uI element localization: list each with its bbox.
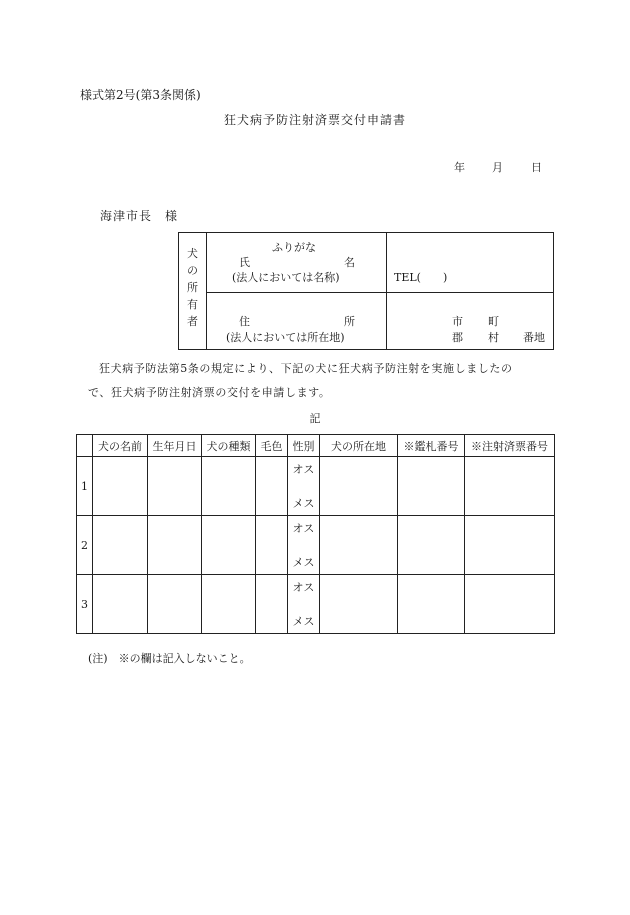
header-cell: 犬の所在地 <box>320 435 398 457</box>
dog-location-cell[interactable] <box>320 457 398 516</box>
header-cell: ※鑑札番号 <box>398 435 465 457</box>
name-label-1: 氏 <box>239 256 250 269</box>
document-title: 狂犬病予防注射済票交付申請書 <box>223 113 406 127</box>
birthdate-cell[interactable] <box>148 575 202 634</box>
dog-location-cell[interactable] <box>320 516 398 575</box>
sex-cell <box>288 575 320 634</box>
coat-color-cell[interactable] <box>256 516 288 575</box>
ki-heading: 記 <box>309 412 321 425</box>
owner-label-char: の <box>187 264 198 277</box>
statement-line: 狂犬病予防法第5条の規定により、下記の犬に狂犬病予防注射を実施しましたの <box>99 362 513 375</box>
coat-color-cell[interactable] <box>256 457 288 516</box>
form-number: 様式第2号(第3条関係) <box>80 88 201 102</box>
address-label-1: 住 <box>239 315 250 328</box>
row-number: 2 <box>77 516 93 575</box>
city-label: 市 <box>452 315 463 328</box>
town-label: 町 <box>488 315 499 328</box>
dog-name-cell[interactable] <box>93 575 148 634</box>
birthdate-cell[interactable] <box>148 457 202 516</box>
table-row <box>77 457 555 516</box>
furigana-label: ふりがな <box>272 241 316 254</box>
sex-cell <box>288 457 320 516</box>
statement <box>88 357 558 405</box>
table-row <box>77 516 555 575</box>
address-label-2: 所 <box>344 315 355 328</box>
date-day-label: 日 <box>531 161 542 174</box>
license-number-cell <box>398 457 465 516</box>
header-cell <box>77 435 93 457</box>
coat-color-cell[interactable] <box>256 575 288 634</box>
license-number-cell <box>398 516 465 575</box>
row-number: 3 <box>77 575 93 634</box>
breed-cell[interactable] <box>202 575 256 634</box>
sex-female-option[interactable]: メス <box>292 615 315 628</box>
owner-label-char: 有 <box>187 298 198 311</box>
owner-box <box>178 232 554 350</box>
dog-name-cell[interactable] <box>93 457 148 516</box>
table-row <box>77 575 555 634</box>
owner-label-char: 犬 <box>187 247 198 260</box>
sex-cell <box>288 516 320 575</box>
header-cell: 生年月日 <box>148 435 202 457</box>
owner-label-char: 所 <box>187 281 198 294</box>
owner-label <box>179 245 206 330</box>
row-number: 1 <box>77 457 93 516</box>
sex-male-option[interactable]: オス <box>292 581 315 594</box>
header-cell: 犬の名前 <box>93 435 148 457</box>
lot-number-label: 番地 <box>523 331 545 344</box>
breed-cell[interactable] <box>202 516 256 575</box>
birthdate-cell[interactable] <box>148 516 202 575</box>
county-label: 郡 <box>452 331 463 344</box>
table-header-row <box>77 435 555 457</box>
name-label-2: 名 <box>344 256 355 269</box>
owner-divider <box>386 233 387 349</box>
tag-number-cell <box>465 457 555 516</box>
date-year-label: 年 <box>454 161 465 174</box>
tag-number-cell <box>465 516 555 575</box>
tag-number-cell <box>465 575 555 634</box>
sex-female-option[interactable]: メス <box>292 497 315 510</box>
address-note: (法人においては所在地) <box>226 331 345 344</box>
header-cell: 毛色 <box>256 435 288 457</box>
dog-location-cell[interactable] <box>320 575 398 634</box>
tel-field[interactable]: TEL( ) <box>394 271 448 284</box>
owner-label-char: 者 <box>187 315 198 328</box>
header-cell: ※注射済票番号 <box>465 435 555 457</box>
dog-name-cell[interactable] <box>93 516 148 575</box>
header-cell: 性別 <box>288 435 320 457</box>
header-cell: 犬の種類 <box>202 435 256 457</box>
owner-divider <box>206 233 207 349</box>
addressee: 海津市長 様 <box>100 209 179 223</box>
breed-cell[interactable] <box>202 457 256 516</box>
village-label: 村 <box>488 331 499 344</box>
date-month-label: 月 <box>492 161 503 174</box>
owner-row-divider <box>206 292 553 293</box>
name-note: (法人においては名称) <box>232 271 340 284</box>
sex-male-option[interactable]: オス <box>292 463 315 476</box>
dog-table <box>76 434 555 634</box>
sex-male-option[interactable]: オス <box>292 522 315 535</box>
sex-female-option[interactable]: メス <box>292 556 315 569</box>
license-number-cell <box>398 575 465 634</box>
statement-line: で、狂犬病予防注射済票の交付を申請します。 <box>88 386 331 399</box>
footnote: (注) ※の欄は記入しないこと。 <box>88 652 251 665</box>
